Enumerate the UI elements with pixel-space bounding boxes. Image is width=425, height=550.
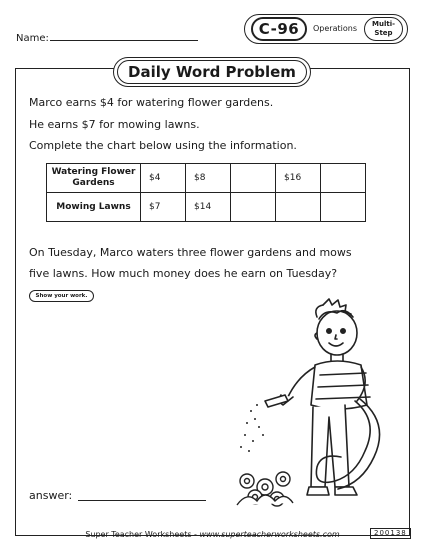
chart-cell[interactable]: $8 (186, 164, 231, 193)
chart-cell[interactable]: $7 (141, 193, 186, 222)
footer-brand: Super Teacher Worksheets - (85, 530, 200, 539)
chart-row-mowing (47, 193, 366, 222)
chart-cell[interactable]: $16 (276, 164, 321, 193)
multi-step-line1: Multi- (372, 20, 395, 28)
chart-cell[interactable]: $14 (186, 193, 231, 222)
intro-line-3: Complete the chart below using the information. (29, 139, 297, 152)
multi-step-line2: Step (374, 29, 393, 37)
show-work-badge: Show your work. (29, 290, 94, 302)
earnings-chart (46, 163, 366, 222)
footer-site-link[interactable]: www.superteacherworksheets.com (199, 530, 340, 539)
document-id: 200138 (370, 528, 411, 539)
chart-cell[interactable] (321, 193, 366, 222)
name-label: Name: (16, 33, 49, 44)
question-line-1: On Tuesday, Marco waters three flower gardens and mows (29, 246, 352, 259)
page-title: Daily Word Problem (117, 60, 307, 84)
chart-row-label: Watering Flower Gardens (47, 164, 141, 193)
name-line[interactable] (50, 40, 198, 41)
category-label: Operations (313, 24, 357, 33)
boy-watering-flowers-illustration (225, 295, 395, 510)
chart-row-watering (47, 164, 366, 193)
footer (0, 530, 425, 539)
intro-line-1: Marco earns $4 for watering flower gardens. (29, 96, 274, 109)
chart-cell[interactable] (276, 193, 321, 222)
chart-cell[interactable] (231, 193, 276, 222)
chart-cell[interactable] (321, 164, 366, 193)
intro-line-2: He earns $7 for mowing lawns. (29, 118, 200, 131)
multi-step-badge (364, 17, 403, 41)
chart-cell[interactable]: $4 (141, 164, 186, 193)
chart-cell[interactable] (231, 164, 276, 193)
answer-line[interactable] (78, 500, 206, 501)
worksheet-code: C-96 (251, 17, 307, 41)
chart-row-label: Mowing Lawns (47, 193, 141, 222)
question-line-2: five lawns. How much money does he earn on Tuesday? (29, 267, 338, 280)
answer-label: answer: (29, 489, 73, 502)
